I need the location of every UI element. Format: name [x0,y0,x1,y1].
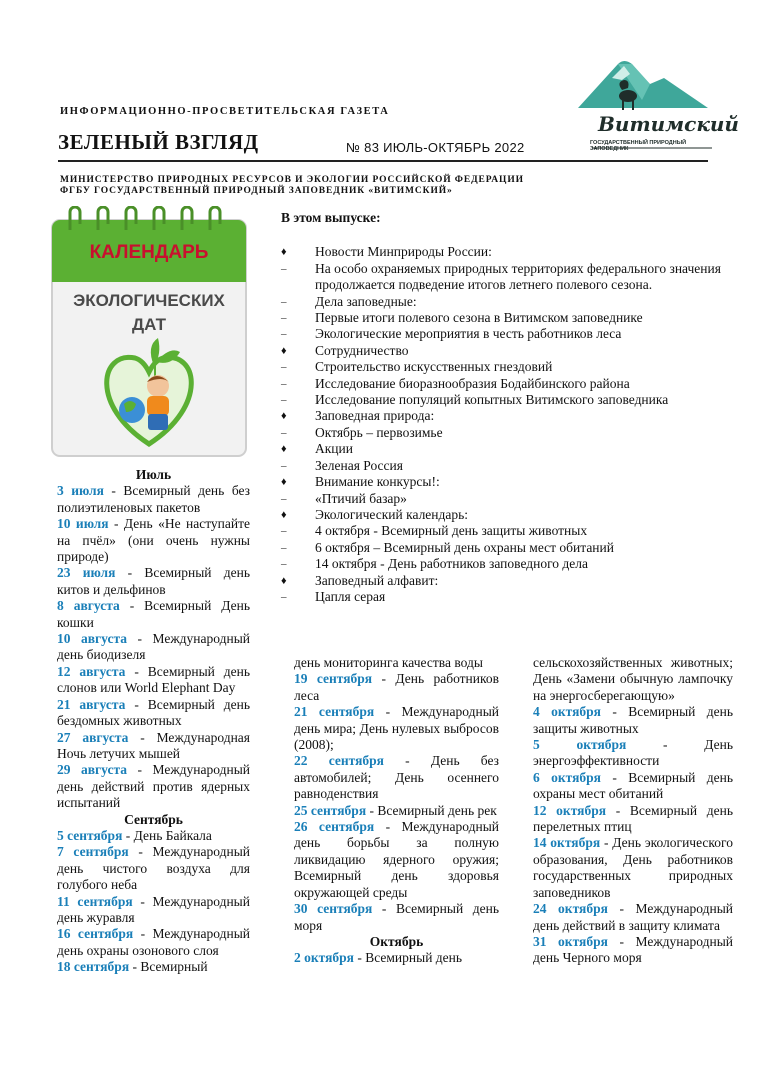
contents-item-text: Дела заповедные: [315,293,417,309]
contents-item-text: Сотрудничество [315,342,409,358]
diamond-bullet-icon: ♦ [281,508,287,521]
entry-date: 10 июля [57,516,109,532]
entry-date: 23 июля [57,565,116,581]
entry-text: - Международная Ночь летучих мышей [57,729,250,761]
reserve-line: ФГБУ ГОСУДАРСТВЕННЫЙ ПРИРОДНЫЙ ЗАПОВЕДНИК «ВИТИМСКИЙ» [60,186,453,196]
calendar-entry [57,697,250,730]
month-heading-july: Июль [135,467,172,482]
entry-text: - День без автомобилей; День осеннего равноденствия [294,753,499,802]
entry-date: 11 сентября [57,893,133,909]
calendar-entry [57,844,250,893]
diamond-bullet-icon: ♦ [281,246,287,259]
dash-bullet: – [281,312,287,325]
calendar-entry-continued: сельскохозяйственных животных; День «Замени обычную лампочку на энергосберегающую» [533,655,733,703]
calendar-entry [533,901,733,934]
contents-item-text: Заповедная природа: [315,408,435,424]
contents-item [281,425,741,441]
entry-date: 3 июля [57,483,104,499]
ecological-word: ЭКОЛОГИЧЕСКИХ [73,291,225,310]
contents-item [281,261,741,294]
contents-item-text: Внимание конкурсы!: [315,474,440,490]
entry-text: - День «Не наступайте на пчёл» (они очень нужны природе) [57,516,250,565]
calendar-entry [294,950,499,966]
contents-item-text: Заповедный алфавит: [315,572,439,588]
entry-date: 21 сентября [294,704,375,720]
entry-date: 25 сентября [294,802,367,818]
entry-text: - Всемирный день рек [366,802,497,818]
dash-bullet: – [281,541,287,554]
child-figure-icon [147,375,169,430]
contents-item-text: 4 октября - Всемирный день защиты животных [315,523,588,539]
contents-item [281,408,741,424]
contents-item-text: Экологический календарь: [315,506,469,522]
contents-item-text: Исследование популяций копытных Витимского заповедника [315,392,669,408]
entry-date: 22 сентября [294,753,384,769]
entry-text: - Международный день биодизеля [57,631,251,663]
calendar-entry [57,828,250,844]
calendar-column-2 [294,655,499,967]
month-heading-october: Октябрь [369,933,424,949]
dash-bullet: – [281,262,287,275]
contents-item-text: Строительство искусственных гнездовий [315,359,553,375]
calendar-entry [57,565,250,598]
calendar-entry [533,737,733,770]
entry-text: - Всемирный день без полиэтиленовых пакетов [57,483,250,515]
entry-text: - Международный день охраны озонового слоя [57,926,250,958]
entry-date: 18 сентября [57,959,130,975]
diamond-bullet-icon: ♦ [281,410,287,423]
entry-date: 29 августа [57,762,128,778]
header-rule [58,160,708,162]
calendar-entry [533,704,733,737]
entry-text: - Международный день Черного моря [533,933,733,966]
entry-text: - Международный день действий в защиту климата [533,901,733,933]
logo-wordmark: Витимский [598,112,739,136]
entry-date: 30 сентября [294,901,373,917]
entry-date: 12 августа [57,663,126,679]
contents-item-text: Исследование биоразнообразия Бодайбинского района [315,375,630,391]
newspaper-title: ЗЕЛЕНЫЙ ВЗГЛЯД [58,130,259,154]
contents-item-text: Новости Минприроды России: [315,244,492,260]
entry-text: - Всемирный день моря [294,901,499,933]
entry-text: - Всемирный день китов и дельфинов [57,565,250,597]
dash-bullet: – [281,590,287,603]
contents-item [281,392,741,408]
dash-bullet: – [281,328,287,341]
entry-date: 26 сентября [294,819,375,835]
entry-text: - Международный день чистого воздуха для голубого неба [57,844,250,893]
logo-subtitle [590,140,686,152]
calendar-entry-continued: день мониторинга качества воды [294,655,483,670]
diamond-bullet-icon: ♦ [281,574,287,587]
contents-item [281,326,741,342]
entry-date: 5 сентября [57,827,123,843]
contents-item [281,310,741,326]
ministry-line: МИНИСТЕРСТВО ПРИРОДНЫХ РЕСУРСОВ И ЭКОЛОГИИ РОССИЙСКОЙ ФЕДЕРАЦИИ [60,175,524,185]
contents-item-text: 6 октября – Всемирный день охраны мест обитаний [315,539,614,555]
publisher-block [60,175,524,197]
calendar-entry [294,704,499,753]
entry-date: 6 октября [533,769,601,785]
contents-item [281,556,741,572]
contents-heading: В этом выпуске: [281,210,381,225]
issue-number: № 83 ИЮЛЬ-ОКТЯБРЬ 2022 [346,140,525,155]
entry-date: 14 октября [533,835,601,851]
calendar-entry [533,803,733,836]
calendar-word: КАЛЕНДАРЬ [89,242,209,263]
contents-item [281,359,741,375]
entry-text: - Всемирный день охраны мест обитаний [533,769,733,802]
entry-date: 10 августа [57,631,128,647]
contents-item [281,507,741,523]
entry-date: 12 октября [533,802,607,818]
entry-date: 2 октября [294,950,354,966]
newspaper-kicker: ИНФОРМАЦИОННО-ПРОСВЕТИТЕЛЬСКАЯ ГАЗЕТА [60,106,390,117]
contents-list [281,244,741,605]
issue-contents [281,210,741,605]
entry-text: - Международный день журавля [57,893,250,925]
calendar-entry [533,770,733,803]
entry-date: 7 сентября [57,844,129,860]
contents-item [281,540,741,556]
calendar-entry [57,483,250,516]
entry-text: - Всемирный день защиты животных [533,704,733,736]
entry-date: 16 сентября [57,926,134,942]
calendar-entry [57,631,250,664]
entry-text: - Международный день действий против ядерных испытаний [57,762,251,811]
entry-date: 27 августа [57,729,129,745]
contents-item-text: 14 октября - День работников заповедного дела [315,556,589,572]
contents-item-text: «Птичий базар» [315,490,407,506]
contents-item-text: Октябрь – первозимье [315,424,443,440]
entry-date: 8 августа [57,598,120,614]
calendar-entry [294,819,499,901]
contents-item [281,441,741,457]
contents-item [281,589,741,605]
calendar-entry [294,901,499,934]
calendar-column-3 [533,655,733,967]
contents-item-text: Экологические мероприятия в честь работников леса [315,326,622,342]
calendar-entry [57,959,250,975]
entry-text: - Всемирный [129,959,208,975]
entry-text: - Всемирный день слонов или World Elephant Day [57,663,251,696]
calendar-entry [294,671,499,704]
contents-item [281,458,741,474]
entry-text: - День энергоэффективности [533,737,733,769]
dash-bullet: – [281,525,287,538]
contents-item [281,573,741,589]
contents-item-text: Первые итоги полевого сезона в Витимском заповеднике [315,310,643,326]
calendar-entry [57,926,250,959]
entry-text: - Всемирный день бездомных животных [57,696,251,729]
dash-bullet: – [281,295,287,308]
dash-bullet: – [281,558,287,571]
entry-date: 31 октября [533,933,608,949]
entry-date: 24 октября [533,901,608,917]
entry-text: - День экологического образования, День работников государственных природных заповедников [533,835,733,900]
dash-bullet: – [281,361,287,374]
calendar-column-1 [57,467,250,976]
calendar-entry [57,664,250,697]
contents-item [281,294,741,310]
contents-item-text: На особо охраняемых природных территориях федерального значения продолжается подведение итогов летнего полевого сезона. [315,260,721,293]
entry-text: - Международный день борьбы за полную ликвидацию ядерного оружия; Всемирный день здоровья окружающей среды [294,819,499,900]
contents-item [281,523,741,539]
contents-item [281,244,741,260]
entry-date: 4 октября [533,704,601,720]
calendar-entry [294,753,499,802]
dash-bullet: – [281,426,287,439]
contents-item-text: Цапля серая [315,588,386,604]
dates-word: ДАТ [132,315,166,334]
logo-subtitle-line: ЗАПОВЕДНИК [590,146,629,152]
dash-bullet: – [281,492,287,505]
entry-text: - Всемирный день перелетных птиц [533,802,733,835]
contents-item [281,491,741,507]
diamond-bullet-icon: ♦ [281,476,287,489]
calendar-entry [533,835,733,901]
calendar-entry [57,730,250,763]
dash-bullet: – [281,394,287,407]
dash-bullet: – [281,459,287,472]
entry-text: - Международный день мира; День нулевых выбросов (2008); [294,704,499,753]
contents-item-text: Акции [315,441,353,457]
calendar-entry [533,934,733,967]
entry-text: - День работников леса [294,671,499,703]
calendar-entry [57,762,250,811]
calendar-entry [294,803,499,819]
entry-text: - День Байкала [122,827,212,843]
contents-item [281,474,741,490]
dash-bullet: – [281,377,287,390]
diamond-bullet-icon: ♦ [281,443,287,456]
diamond-bullet-icon: ♦ [281,344,287,357]
calendar-entry [57,894,250,927]
contents-item [281,343,741,359]
calendar-entry [57,516,250,565]
eco-calendar-illustration [50,206,248,458]
calendar-entry [57,598,250,631]
entry-text: - Всемирный День кошки [57,598,251,630]
logo-subtitle-line: ГОСУДАРСТВЕННЫЙ ПРИРОДНЫЙ [590,140,687,146]
entry-date: 21 августа [57,696,126,712]
vitimsky-logo [572,56,714,152]
entry-date: 19 сентября [294,671,373,687]
entry-text: - Всемирный день [353,950,463,966]
month-heading-september: Сентябрь [124,811,183,827]
contents-item-text: Зеленая Россия [315,457,403,473]
contents-item [281,376,741,392]
entry-date: 5 октября [533,737,627,753]
